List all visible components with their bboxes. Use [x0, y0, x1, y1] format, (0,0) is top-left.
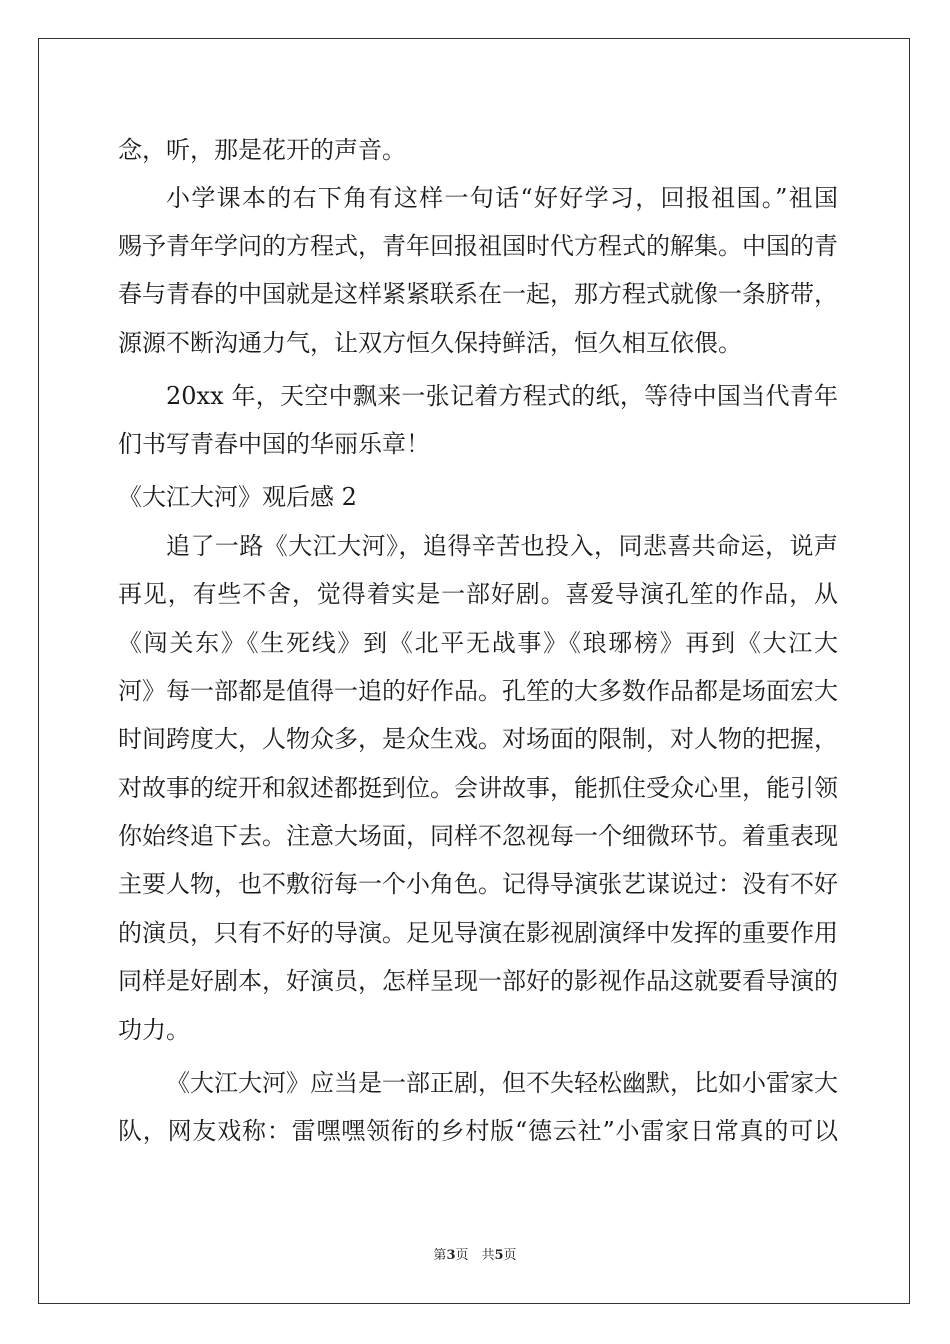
paragraph-line: 赐予青年学问的方程式，青年回报祖国时代方程式的解集。中国的青 [118, 232, 838, 260]
paragraph-line: 队，网友戏称：雷嘿嘿领衔的乡村版“德云社”小雷家日常真的可以 [118, 1117, 838, 1145]
footer-page-total: 5 [494, 1248, 504, 1263]
paragraph-line: 时间跨度大，人物众多，是众生戏。对场面的限制，对人物的把握， [118, 725, 838, 753]
paragraph-line: 同样是好剧本，好演员，怎样呈现一部好的影视作品这就要看导演的 [118, 967, 838, 995]
paragraph-line: 20xx 年，天空中飘来一张记着方程式的纸，等待中国当代青年 [166, 382, 838, 410]
paragraph-line: 念，听，那是花开的声音。 [118, 136, 406, 164]
paragraph-line: 主要人物，也不敷衍每一个小角色。记得导演张艺谋说过：没有不好 [118, 870, 838, 898]
page-footer [0, 1244, 950, 1263]
paragraph-line: 的演员，只有不好的导演。足见导演在影视剧演绎中发挥的重要作用 [118, 919, 838, 947]
footer-suffix: 页 [503, 1248, 517, 1263]
paragraph-line: 小学课本的右下角有这样一句话“好好学习，回报祖国。”祖国 [166, 184, 838, 212]
paragraph-line: 《大江大河》应当是一部正剧，但不失轻松幽默，比如小雷家大 [166, 1069, 838, 1097]
footer-prefix: 第 [433, 1248, 447, 1263]
paragraph-line: 再见，有些不舍，觉得着实是一部好剧。喜爱导演孔笙的作品，从 [118, 580, 838, 608]
paragraph-line: 《闯关东》《生死线》到《北平无战事》《琅琊榜》再到《大江大 [118, 629, 838, 657]
paragraph-line: 追了一路《大江大河》，追得辛苦也投入，同悲喜共命运，说声 [166, 532, 838, 560]
paragraph-line: 们书写青春中国的华丽乐章！ [118, 430, 430, 458]
paragraph-line: 源源不断沟通力气，让双方恒久保持鲜活，恒久相互依偎。 [118, 329, 742, 357]
section-heading: 《大江大河》观后感 2 [118, 483, 357, 511]
footer-mid: 页 共 [455, 1248, 495, 1263]
paragraph-line: 功力。 [118, 1016, 190, 1044]
paragraph-line: 河》每一部都是值得一追的好作品。孔笙的大多数作品都是场面宏大 [118, 677, 838, 705]
paragraph-line: 对故事的绽开和叙述都挺到位。会讲故事，能抓住受众心里，能引领 [118, 774, 838, 802]
paragraph-line: 你始终追下去。注意大场面，同样不忽视每一个细微环节。着重表现 [118, 822, 838, 850]
footer-page-current: 3 [446, 1248, 456, 1263]
paragraph-line: 春与青春的中国就是这样紧紧联系在一起，那方程式就像一条脐带， [118, 280, 838, 308]
